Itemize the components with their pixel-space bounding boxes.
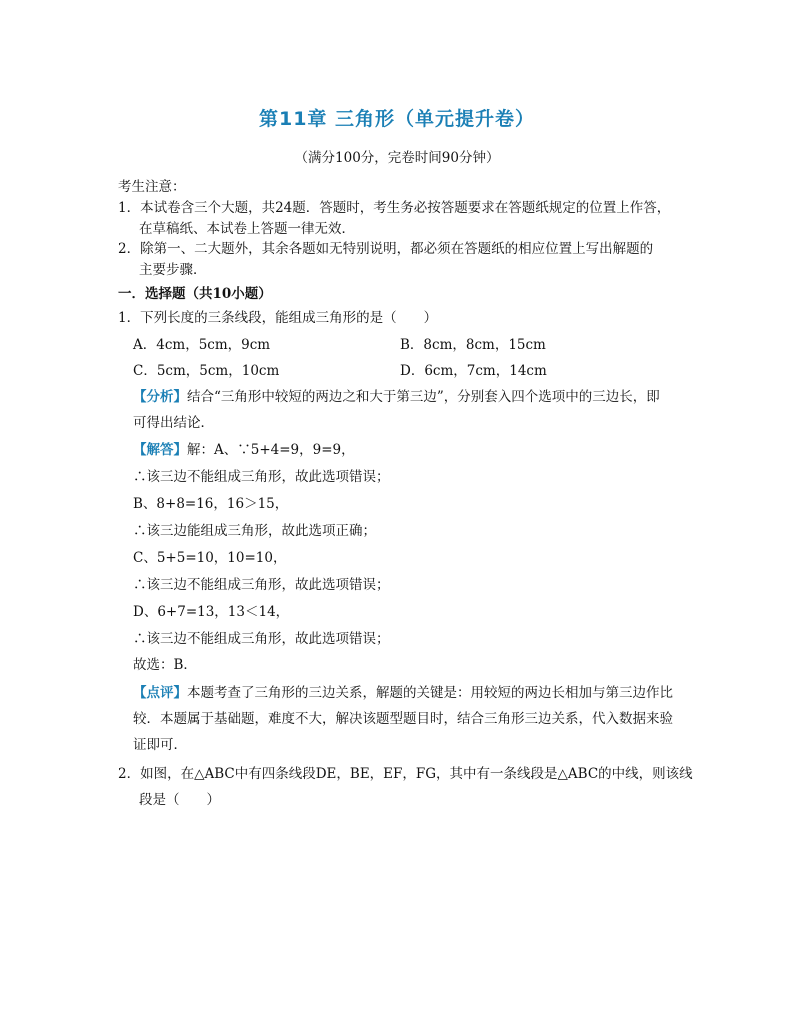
solution-answer: 故选：B．	[133, 657, 197, 673]
comment-label: 【点评】	[133, 685, 187, 701]
solution-text: 解：A、∵5+4=9，9=9，	[187, 442, 355, 458]
question-1-option-c: C．5cm，5cm，10cm	[133, 363, 280, 379]
solution-label: 【解答】	[133, 442, 187, 458]
solution-step: ∴该三边不能组成三角形，故此选项错误；	[133, 469, 390, 485]
solution-step: ∴该三边不能组成三角形，故此选项错误；	[133, 631, 390, 647]
analysis-text: 结合“三角形中较短的两边之和大于第三边”，分别套入四个选项中的三边长，即	[187, 389, 660, 405]
question-1-stem: 1．下列长度的三条线段，能组成三角形的是（ ）	[118, 310, 438, 326]
question-2-stem-cont: 段是（ ）	[139, 792, 220, 808]
analysis-line-1	[133, 385, 660, 405]
analysis-line-2: 可得出结论．	[133, 415, 214, 431]
question-1-option-d: D．6cm，7cm，14cm	[400, 363, 547, 379]
solution-step: ∴该三边能组成三角形，故此选项正确；	[133, 523, 376, 539]
notice-heading: 考生注意：	[118, 179, 186, 195]
section-heading: 一．选择题（共10小题）	[118, 286, 272, 302]
notice-item-2-cont: 主要步骤．	[139, 262, 207, 278]
question-2-stem: 2．如图，在△ABC中有四条线段DE，BE，EF，FG，其中有一条线段是△ABC的中线，则该线	[118, 766, 693, 782]
solution-step: C、5+5=10，10=10，	[133, 550, 287, 566]
notice-item-1-cont: 在草稿纸、本试卷上答题一律无效．	[139, 221, 355, 237]
question-1-option-b: B．8cm，8cm，15cm	[400, 337, 546, 353]
notice-item-2: 2．除第一、二大题外，其余各题如无特别说明，都必须在答题纸的相应位置上写出解题的	[118, 241, 654, 257]
solution-step: ∴该三边不能组成三角形，故此选项错误；	[133, 577, 390, 593]
page-title: 第11章 三角形（单元提升卷）	[258, 108, 536, 130]
notice-item-1: 1．本试卷含三个大题，共24题．答题时，考生务必按答题要求在答题纸规定的位置上作答，	[118, 200, 671, 216]
comment-text: 本题考查了三角形的三边关系，解题的关键是：用较短的两边长相加与第三边作比	[187, 685, 673, 701]
comment-line-3: 证即可．	[133, 737, 187, 753]
solution-step: D、6+7=13，13＜14，	[133, 604, 290, 620]
solution-line-1	[133, 438, 355, 458]
comment-line-2: 较．本题属于基础题，难度不大，解决该题型题目时，结合三角形三边关系，代入数据来验	[133, 711, 673, 727]
comment-line-1	[133, 681, 673, 701]
analysis-label: 【分析】	[133, 389, 187, 405]
page-subtitle: （满分100分，完卷时间90分钟）	[294, 150, 500, 166]
solution-step: B、8+8=16，16＞15，	[133, 496, 289, 512]
question-1-option-a: A．4cm，5cm，9cm	[133, 337, 271, 353]
